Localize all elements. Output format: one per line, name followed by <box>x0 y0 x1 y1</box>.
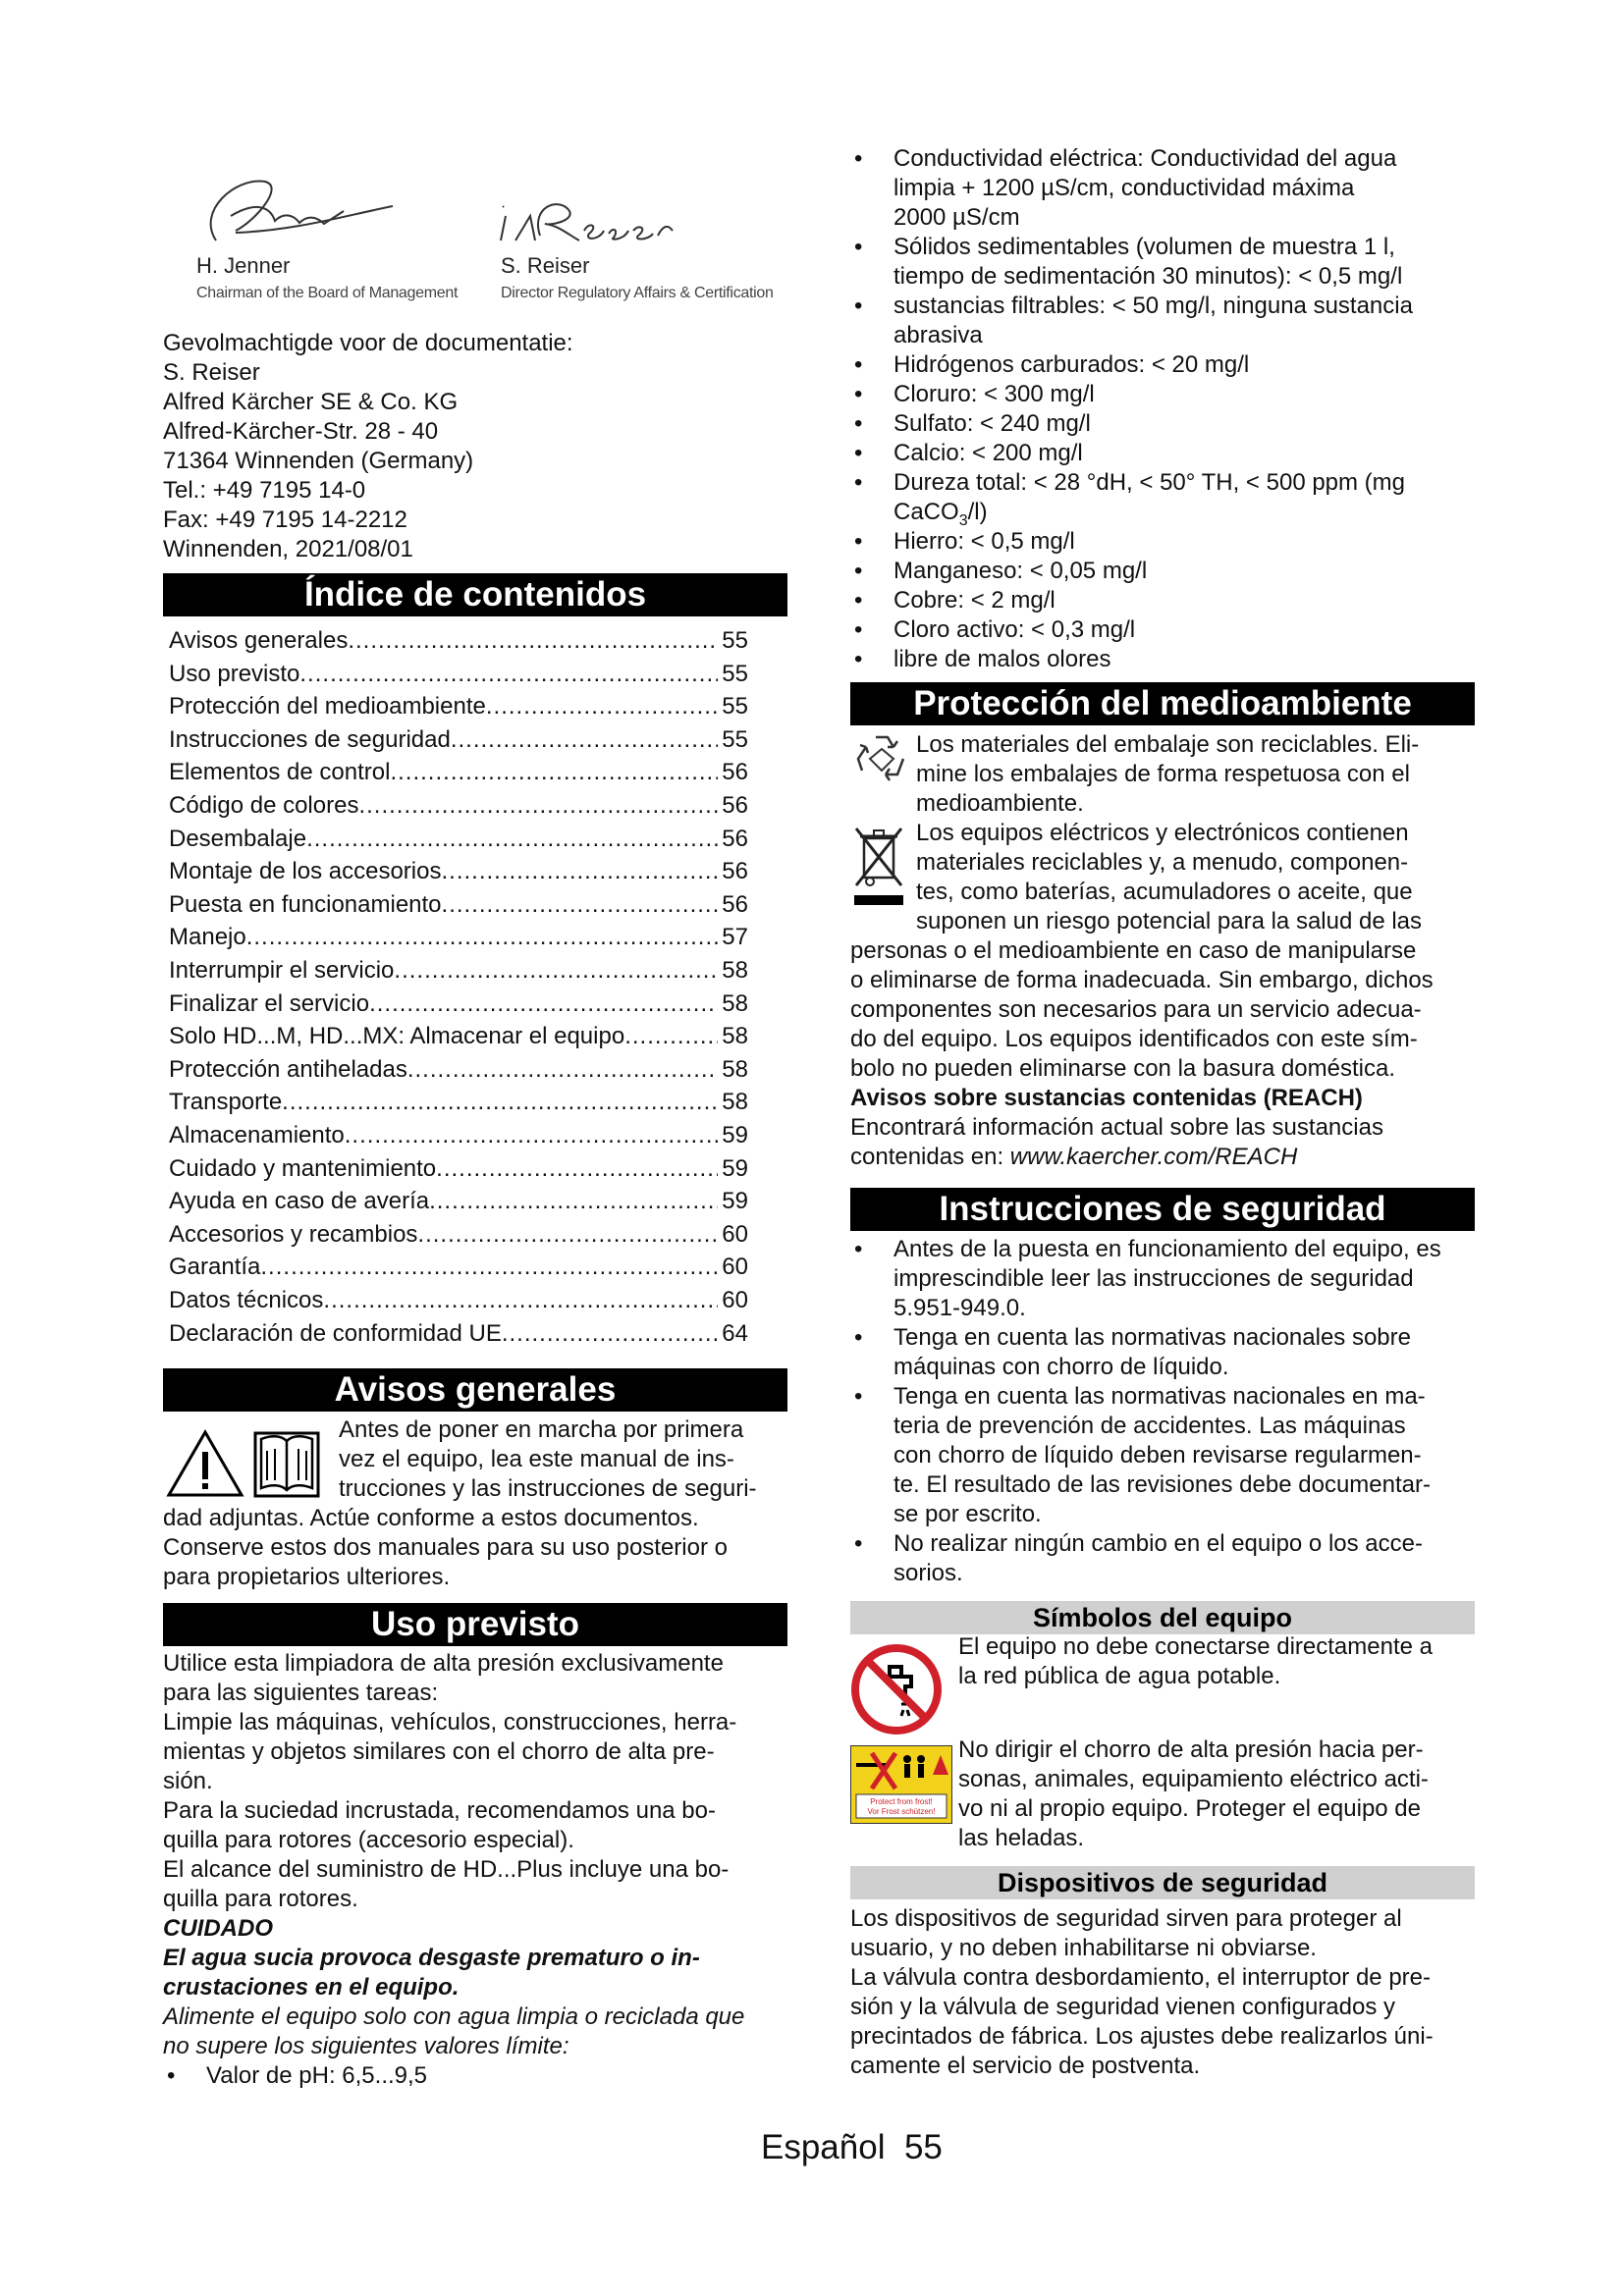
text-line: dad adjuntas. Actúe conforme a estos documentos. <box>163 1505 699 1531</box>
avisos-text-wrap <box>339 1415 757 1504</box>
text-line: vez el equipo, lea este manual de ins- <box>339 1446 734 1472</box>
bullet-item: • Cobre: < 2 mg/l <box>854 587 1056 614</box>
bullet-line: abrasiva <box>893 322 983 348</box>
toc-item-page: 56 <box>722 890 748 918</box>
toc-item-page: 58 <box>722 1055 748 1083</box>
text-line: vo ni al propio equipo. Proteger el equipo de <box>958 1795 1421 1822</box>
bullet-item: • Sulfato: < 240 mg/l <box>854 410 1091 437</box>
toc-item-label: Elementos de control <box>169 759 391 786</box>
toc-item-page: 59 <box>722 1154 748 1182</box>
toc-item-page: 55 <box>722 627 748 654</box>
signature-role: Director Regulatory Affairs & Certification <box>501 285 774 301</box>
crossed-bin-icon <box>850 823 907 911</box>
text-line: para propietarios ulteriores. <box>163 1564 451 1590</box>
bullet-line: con chorro de líquido deben revisarse regularmen- <box>893 1442 1422 1468</box>
text-line: la red pública de agua potable. <box>958 1663 1281 1689</box>
bullet-item: • Hierro: < 0,5 mg/l <box>854 528 1075 555</box>
toc-item-label: Desembalaje <box>169 825 307 852</box>
bullet-item: • Tenga en cuenta las normativas nacionales en ma- teria de prevención de accidentes. Las máquinas con chorro de líquido deben revisarse regularmen- te. El resultado de las revisiones debe documentar- se por escrito. <box>854 1383 1431 1527</box>
bullet-item: • Cloro activo: < 0,3 mg/l <box>854 616 1136 643</box>
water-symbol-text <box>958 1632 1433 1691</box>
toc-item[interactable] <box>169 988 748 1021</box>
toc-item-label: Declaración de conformidad UE <box>169 1319 502 1347</box>
toc-item-label: Manejo <box>169 924 246 951</box>
toc-item[interactable] <box>169 888 748 922</box>
bullet-line: Manganeso: < 0,05 mg/l <box>893 558 1148 584</box>
bullet-item: • Cloruro: < 300 mg/l <box>854 381 1095 407</box>
toc-item-label: Transporte <box>169 1089 283 1116</box>
toc-item-label: Datos técnicos <box>169 1287 324 1313</box>
toc-item-label: Ayuda en caso de avería <box>169 1188 430 1215</box>
text-line: o eliminarse de forma inadecuada. Sin embargo, dichos <box>850 967 1434 993</box>
toc-item-page: 59 <box>722 1188 748 1215</box>
toc-item-label: Avisos generales <box>169 627 349 654</box>
text-line: quilla para rotores. <box>163 1886 358 1912</box>
contact-block <box>163 329 573 564</box>
avisos-heading: Avisos generales <box>163 1368 787 1412</box>
text-line: mine los embalajes de forma respetuosa con el <box>916 761 1410 787</box>
bullet-line: te. El resultado de las revisiones debe documentar- <box>893 1471 1431 1498</box>
text-line: suponen un riesgo potencial para la salud de las <box>916 908 1423 934</box>
text-line: para las siguientes tareas: <box>163 1680 439 1706</box>
toc-item[interactable] <box>169 823 748 856</box>
text-line: Para la suciedad incrustada, recomendamos una bo- <box>163 1797 716 1824</box>
text-line: El equipo no debe conectarse directamente a <box>958 1633 1433 1660</box>
bullet-line: Hierro: < 0,5 mg/l <box>893 528 1075 555</box>
toc-dot-leader <box>260 1251 718 1284</box>
weee-text-wrap <box>916 819 1422 936</box>
text-line: camente el servicio de postventa. <box>850 2053 1201 2079</box>
toc-dot-leader <box>358 789 718 823</box>
toc-dot-leader <box>502 1317 718 1351</box>
bullet-line: Conductividad eléctrica: Conductividad del agua <box>893 145 1397 172</box>
toc-item[interactable] <box>169 756 748 789</box>
limit-bullet: • Valor de pH: 6,5...9,5 <box>167 2062 428 2089</box>
no-drinking-water-connection-icon <box>850 1643 943 1735</box>
bullet-line: Sulfato: < 240 mg/l <box>893 410 1091 437</box>
bullet-line: Hidrógenos carburados: < 20 mg/l <box>893 351 1250 378</box>
bullet-item: • Tenga en cuenta las normativas nacionales sobre máquinas con chorro de líquido. <box>854 1324 1411 1380</box>
contact-line: Gevolmachtigde voor de documentatie: <box>163 330 573 356</box>
text-line: mientas y objetos similares con el chorro de alta pre- <box>163 1738 715 1765</box>
signature-role: Chairman of the Board of Management <box>196 285 459 301</box>
bullet-line: Cloro activo: < 0,3 mg/l <box>893 616 1136 643</box>
text-line: Limpie las máquinas, vehículos, construcciones, herra- <box>163 1709 737 1735</box>
toc-item-label: Cuidado y mantenimiento <box>169 1154 437 1182</box>
bullet-line: Tenga en cuenta las normativas nacionales sobre <box>893 1324 1411 1351</box>
text-line: usuario, y no deben inhabilitarse ni obviarse. <box>850 1935 1317 1961</box>
bullet-item: • Antes de la puesta en funcionamiento del equipo, es imprescindible leer las instrucciones de seguridad 5.951-949.0. <box>854 1236 1441 1321</box>
text-line: quilla para rotores (accesorio especial). <box>163 1827 574 1853</box>
toc-item[interactable] <box>169 1152 748 1186</box>
toc-dot-leader <box>442 888 719 922</box>
frost-sign-text: Vor Frost schützen! <box>867 1807 936 1816</box>
toc-item-page: 56 <box>722 759 748 786</box>
text-line: materiales reciclables y, a menudo, componen- <box>916 849 1409 876</box>
toc-dot-leader <box>282 1086 718 1119</box>
text-line: componentes son necesarios para un servicio adecua- <box>850 996 1422 1023</box>
signature-name: H. Jenner <box>196 253 291 278</box>
toc-dot-leader <box>394 954 718 988</box>
text-line: La válvula contra desbordamiento, el interruptor de pre- <box>850 1964 1431 1991</box>
toc-item-page: 58 <box>722 957 748 984</box>
toc-item-page: 58 <box>722 1023 748 1050</box>
toc-item[interactable] <box>169 921 748 954</box>
toc-item[interactable] <box>169 723 748 757</box>
toc-dot-leader <box>246 921 719 954</box>
toc-item[interactable] <box>169 1119 748 1152</box>
text-line: Utilice esta limpiadora de alta presión exclusivamente <box>163 1650 724 1677</box>
warning-triangle-icon <box>165 1428 245 1499</box>
caution-text-line: Alimente el equipo solo con agua limpia o reciclada que <box>163 2003 745 2030</box>
toc-dot-leader <box>429 1185 718 1218</box>
toc-dot-leader <box>299 658 718 691</box>
toc-dot-leader <box>369 988 718 1021</box>
bullet-line: 2000 µS/cm <box>893 204 1020 231</box>
uso-text <box>163 1649 744 2061</box>
bullet-line: Tenga en cuenta las normativas nacionales en ma- <box>893 1383 1426 1410</box>
text-line: Los dispositivos de seguridad sirven para proteger al <box>850 1905 1402 1932</box>
signature-name: S. Reiser <box>501 253 590 278</box>
proteccion-heading: Protección del medioambiente <box>850 682 1475 725</box>
toc-item-label: Finalizar el servicio <box>169 989 370 1017</box>
contact-line: Alfred Kärcher SE & Co. KG <box>163 389 459 415</box>
toc-item[interactable] <box>169 954 748 988</box>
high-pressure-warning-frost-icon <box>850 1745 952 1824</box>
bullet-line: libre de malos olores <box>893 646 1111 672</box>
toc-item-label: Protección del medioambiente <box>169 693 486 721</box>
toc-dot-leader <box>624 1020 718 1053</box>
bullet-line: limpia + 1200 µS/cm, conductividad máxima <box>893 175 1355 201</box>
toc-item-label: Interrumpir el servicio <box>169 957 395 984</box>
jet-symbol-text <box>958 1735 1429 1853</box>
text-line: bolo no pueden eliminarse con la basura doméstica. <box>850 1055 1396 1082</box>
toc-dot-leader <box>486 690 718 723</box>
caution-text-line: no supere los siguientes valores límite: <box>163 2033 569 2059</box>
manual-book-icon <box>251 1423 322 1500</box>
toc-item-label: Montaje de los accesorios <box>169 858 442 885</box>
toc-heading: Índice de contenidos <box>163 573 787 616</box>
text-line: sión. <box>163 1768 213 1794</box>
text-line: personas o el medioambiente en caso de manipularse <box>850 937 1417 964</box>
bullet-line: sorios. <box>893 1560 963 1586</box>
bullet-item: • Dureza total: < 28 °dH, < 50° TH, < 500 ppm (mg CaCO$_3$/l) <box>854 468 1443 527</box>
toc-item-label: Accesorios y recambios <box>169 1220 418 1248</box>
bullet-line: se por escrito. <box>893 1501 1042 1527</box>
bullet-item: • Calcio: < 200 mg/l <box>854 440 1083 466</box>
bullet-item: • Hidrógenos carburados: < 20 mg/l <box>854 351 1250 378</box>
signature-jenner <box>177 162 403 260</box>
bullet-line: Dureza total: < 28 °dH, < 50° TH, < 500 ppm (mg <box>893 469 1406 496</box>
bullet-line: 5.951-949.0. <box>893 1295 1026 1321</box>
toc-dot-leader <box>417 1218 718 1252</box>
text-line: tes, como baterías, acumuladores o aceite, que <box>916 879 1413 905</box>
dispositivos-text <box>850 1904 1434 2081</box>
uso-heading: Uso previsto <box>163 1603 787 1646</box>
toc-item-page: 55 <box>722 660 748 687</box>
bullet-line: Antes de la puesta en funcionamiento del equipo, es <box>893 1236 1441 1262</box>
toc-item-label: Garantía <box>169 1254 261 1281</box>
text-line: Antes de poner en marcha por primera <box>339 1416 744 1443</box>
bullet-item: • libre de malos olores <box>854 646 1111 672</box>
bullet-item: • No realizar ningún cambio en el equipo o los acce- sorios. <box>854 1530 1423 1586</box>
toc-item-label: Puesta en funcionamiento <box>169 890 442 918</box>
toc-item-label: Almacenamiento <box>169 1122 345 1148</box>
toc-item-page: 60 <box>722 1220 748 1248</box>
toc-item-label: Instrucciones de seguridad <box>169 725 451 753</box>
bullet-line: imprescindible leer las instrucciones de seguridad <box>893 1265 1414 1292</box>
caution-label: CUIDADO <box>163 1915 273 1942</box>
text-line: do del equipo. Los equipos identificados con este sím- <box>850 1026 1418 1052</box>
text-line: medioambiente. <box>916 790 1084 817</box>
toc-item-label: Código de colores <box>169 792 359 819</box>
caution-heading-line: El agua sucia provoca desgaste prematuro o in- <box>163 1945 700 1971</box>
toc-item[interactable] <box>169 1251 748 1284</box>
text-line: Los materiales del embalaje son reciclables. Eli- <box>916 731 1420 758</box>
toc-item[interactable] <box>169 658 748 691</box>
bullet-line: Cobre: < 2 mg/l <box>893 587 1056 614</box>
text-line: sonas, animales, equipamiento eléctrico acti- <box>958 1766 1429 1792</box>
frost-sign-text: Protect from frost! <box>870 1797 933 1806</box>
reach-title: Avisos sobre sustancias contenidas (REACH) <box>850 1085 1363 1111</box>
toc-item-label: Uso previsto <box>169 660 300 687</box>
toc-item[interactable] <box>169 855 748 888</box>
simbolos-heading: Símbolos del equipo <box>850 1601 1475 1634</box>
text-line: trucciones y las instrucciones de seguri- <box>339 1475 757 1502</box>
toc-item-page: 58 <box>722 1089 748 1116</box>
bullet-line: Sólidos sedimentables (volumen de muestra 1 l, <box>893 234 1395 260</box>
bullet-line: máquinas con chorro de líquido. <box>893 1354 1229 1380</box>
toc-dot-leader <box>323 1284 718 1317</box>
toc-item-page: 56 <box>722 792 748 819</box>
toc-item[interactable] <box>169 1317 748 1351</box>
toc-item-page: 64 <box>722 1319 748 1347</box>
text-line: precintados de fábrica. Los ajustes debe realizarlos úni- <box>850 2023 1434 2050</box>
toc-item[interactable] <box>169 1086 748 1119</box>
text-line: contenidas en: <box>850 1144 1010 1170</box>
page-number: 55 <box>903 2128 943 2166</box>
footer-language: Español <box>761 2128 886 2166</box>
contact-line: Winnenden, 2021/08/01 <box>163 536 413 562</box>
avisos-text <box>163 1504 728 1592</box>
bullet-item: • Conductividad eléctrica: Conductividad del agua limpia + 1200 µS/cm, conductividad máxima 2000 µS/cm <box>854 145 1397 231</box>
text-line: Los equipos eléctricos y electrónicos contienen <box>916 820 1409 846</box>
toc-item-page: 56 <box>722 858 748 885</box>
toc-item[interactable] <box>169 624 748 658</box>
toc-item-page: 59 <box>722 1122 748 1148</box>
contact-line: 71364 Winnenden (Germany) <box>163 448 474 474</box>
toc-item-page: 60 <box>722 1254 748 1281</box>
toc-item[interactable] <box>169 1218 748 1252</box>
toc-dot-leader <box>348 624 718 658</box>
toc-item[interactable] <box>169 1284 748 1317</box>
contact-line: Tel.: +49 7195 14-0 <box>163 477 366 504</box>
toc-item[interactable] <box>169 1185 748 1218</box>
bullet-item: • sustancias filtrables: < 50 mg/l, ninguna sustancia abrasiva <box>854 293 1413 348</box>
toc-item-page: 55 <box>722 693 748 721</box>
toc-item[interactable] <box>169 1020 748 1053</box>
dispositivos-heading: Dispositivos de seguridad <box>850 1866 1475 1899</box>
seguridad-heading: Instrucciones de seguridad <box>850 1188 1475 1231</box>
bullet-line: Calcio: < 200 mg/l <box>893 440 1083 466</box>
toc-item[interactable] <box>169 690 748 723</box>
bullet-line: tiempo de sedimentación 30 minutos): < 0,5 mg/l <box>893 263 1403 290</box>
text-line: El alcance del suministro de HD...Plus incluye una bo- <box>163 1856 730 1883</box>
bullet-line: sustancias filtrables: < 50 mg/l, ninguna sustancia <box>893 293 1413 319</box>
contact-line: Alfred-Kärcher-Str. 28 - 40 <box>163 418 439 445</box>
signature-reiser <box>491 187 687 255</box>
bullet-item: • Sólidos sedimentables (volumen de muestra 1 l, tiempo de sedimentación 30 minutos): < 0,5 mg/l <box>854 234 1403 290</box>
text-line: Encontrará información actual sobre las sustancias <box>850 1114 1383 1141</box>
contact-line: S. Reiser <box>163 359 260 386</box>
text-line: las heladas. <box>958 1825 1085 1851</box>
reach-line <box>850 1143 1434 1172</box>
bullet-line: Cloruro: < 300 mg/l <box>893 381 1095 407</box>
text-line: No dirigir el chorro de alta presión hacia per- <box>958 1736 1424 1763</box>
toc-item-page: 55 <box>722 725 748 753</box>
bullet-line: teria de prevención de accidentes. Las máquinas <box>893 1413 1406 1439</box>
recycle-icon <box>854 731 909 786</box>
toc-item-label: Protección antiheladas <box>169 1055 407 1083</box>
recycle-text <box>916 730 1419 819</box>
weee-text <box>850 936 1434 1172</box>
toc-dot-leader <box>407 1053 718 1087</box>
toc-item-page: 60 <box>722 1287 748 1313</box>
toc-item-label: Solo HD...M, HD...MX: Almacenar el equipo <box>169 1023 625 1050</box>
text-line: sión y la válvula de seguridad vienen configurados y <box>850 1994 1396 2020</box>
bullet-item: • Manganeso: < 0,05 mg/l <box>854 558 1148 584</box>
bullet-line: No realizar ningún cambio en el equipo o los acce- <box>893 1530 1423 1557</box>
toc-item[interactable] <box>169 789 748 823</box>
bullet-line: CaCO$_3$/l) <box>893 499 988 529</box>
toc-item-page: 58 <box>722 989 748 1017</box>
reach-link[interactable]: www.kaercher.com/REACH <box>1009 1144 1298 1170</box>
toc-dot-leader <box>451 723 718 757</box>
caution-heading-line: crustaciones en el equipo. <box>163 1974 460 2001</box>
toc-dot-leader <box>390 756 718 789</box>
toc-dot-leader <box>436 1152 718 1186</box>
text-line: Conserve estos dos manuales para su uso posterior o <box>163 1534 728 1561</box>
toc-item-page: 57 <box>722 924 748 951</box>
page-footer <box>761 2128 943 2167</box>
toc-item-page: 56 <box>722 825 748 852</box>
toc-dot-leader <box>306 823 718 856</box>
toc-dot-leader <box>345 1119 719 1152</box>
contact-line: Fax: +49 7195 14-2212 <box>163 507 407 533</box>
toc-item[interactable] <box>169 1053 748 1087</box>
toc-dot-leader <box>441 855 718 888</box>
